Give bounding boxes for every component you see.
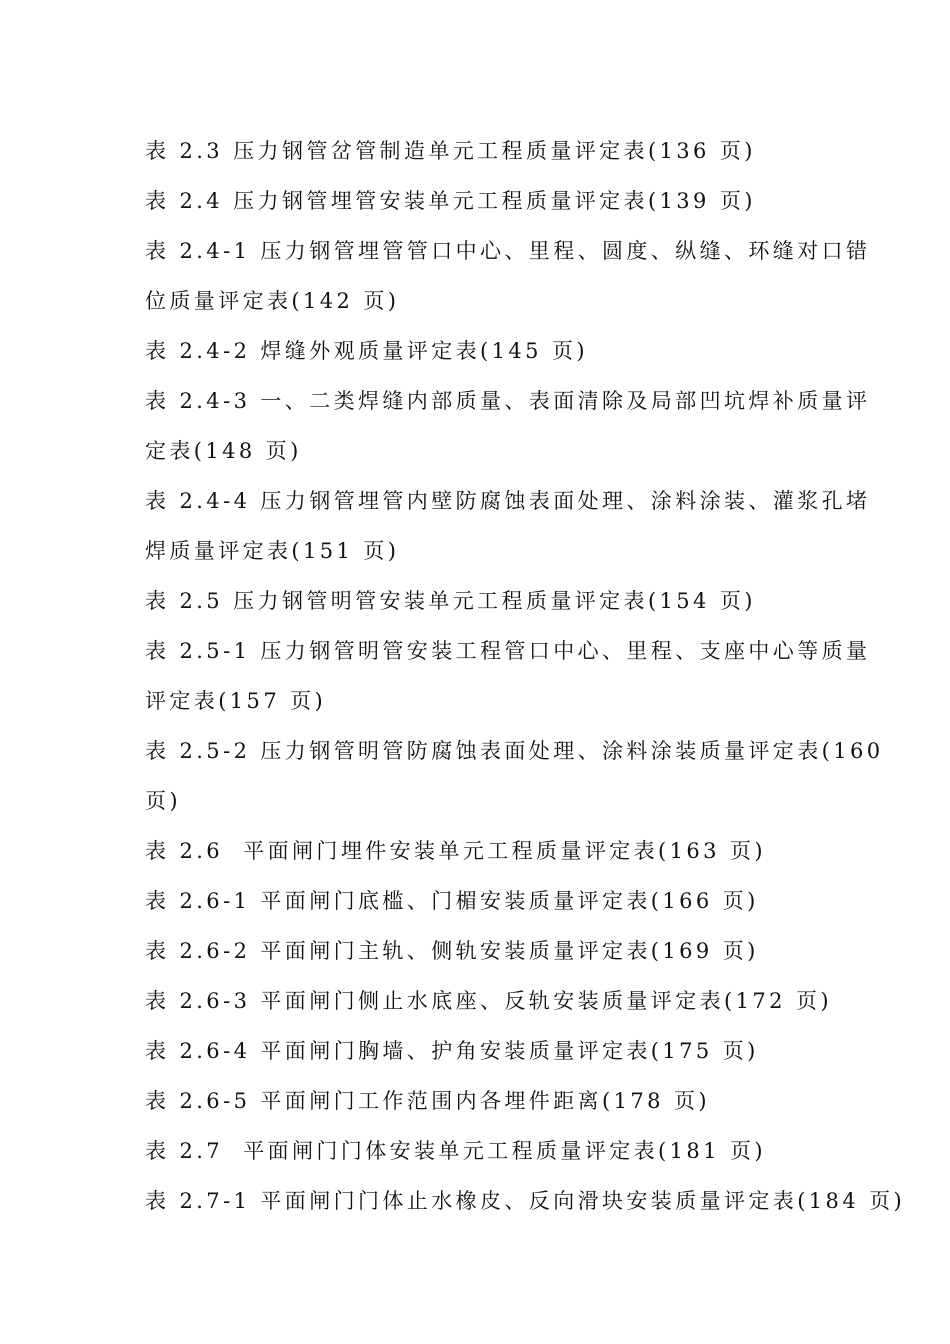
toc-line: 表 2.7-1 平面闸门门体止水橡皮、反向滑块安装质量评定表(184 页) xyxy=(145,1189,906,1213)
toc-line: 表 2.4-1 压力钢管埋管管口中心、里程、圆度、纵缝、环缝对口错 xyxy=(145,239,871,263)
toc-line: 表 2.7 平面闸门门体安装单元工程质量评定表(181 页) xyxy=(145,1139,766,1163)
toc-line: 表 2.6-3 平面闸门侧止水底座、反轨安装质量评定表(172 页) xyxy=(145,989,832,1013)
toc-line: 表 2.5-2 压力钢管明管防腐蚀表面处理、涂料涂装质量评定表(160 xyxy=(145,739,884,763)
toc-line-continuation: 定表(148 页) xyxy=(145,439,302,463)
toc-line: 表 2.5-1 压力钢管明管安装工程管口中心、里程、支座中心等质量 xyxy=(145,639,871,663)
toc-line-continuation: 页) xyxy=(145,789,181,813)
toc-line-continuation: 位质量评定表(142 页) xyxy=(145,289,400,313)
toc-line: 表 2.6-2 平面闸门主轨、侧轨安装质量评定表(169 页) xyxy=(145,939,759,963)
toc-line: 表 2.4-4 压力钢管埋管内壁防腐蚀表面处理、涂料涂装、灌浆孔堵 xyxy=(145,489,871,513)
toc-line: 表 2.6 平面闸门埋件安装单元工程质量评定表(163 页) xyxy=(145,839,766,863)
toc-line: 表 2.6-4 平面闸门胸墙、护角安装质量评定表(175 页) xyxy=(145,1039,759,1063)
table-of-contents xyxy=(145,126,906,1226)
toc-line: 表 2.6-5 平面闸门工作范围内各埋件距离(178 页) xyxy=(145,1089,710,1113)
toc-line: 表 2.4-2 焊缝外观质量评定表(145 页) xyxy=(145,339,588,363)
toc-line: 表 2.5 压力钢管明管安装单元工程质量评定表(154 页) xyxy=(145,589,756,613)
toc-line: 表 2.6-1 平面闸门底槛、门楣安装质量评定表(166 页) xyxy=(145,889,759,913)
toc-line: 表 2.4 压力钢管埋管安装单元工程质量评定表(139 页) xyxy=(145,189,756,213)
toc-line: 表 2.4-3 一、二类焊缝内部质量、表面清除及局部凹坑焊补质量评 xyxy=(145,389,871,413)
toc-line: 表 2.3 压力钢管岔管制造单元工程质量评定表(136 页) xyxy=(145,139,756,163)
toc-line-continuation: 焊质量评定表(151 页) xyxy=(145,539,400,563)
toc-line-continuation: 评定表(157 页) xyxy=(145,689,327,713)
